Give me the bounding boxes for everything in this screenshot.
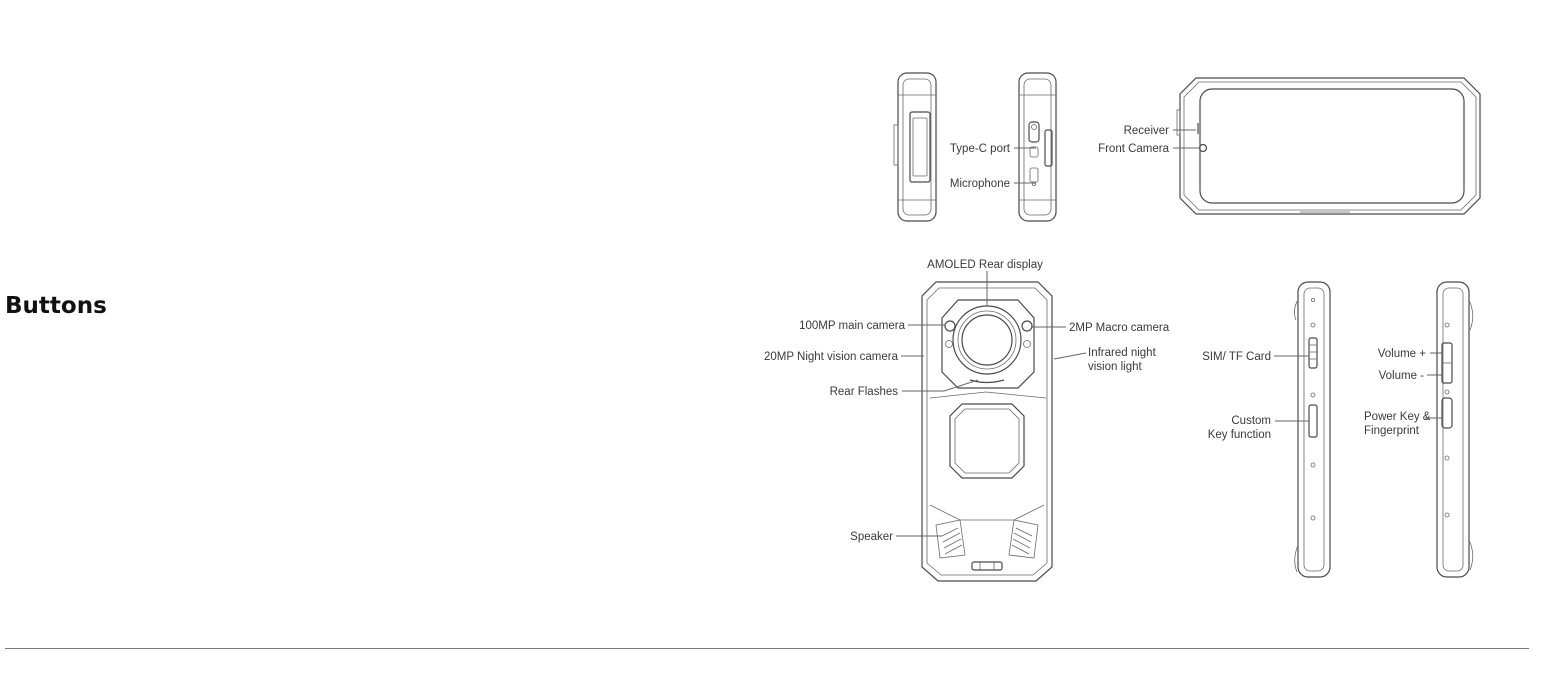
- phone-left-side-view: [1294, 282, 1330, 577]
- label-volume-down: Volume -: [1378, 370, 1424, 382]
- label-infrared-line1: Infrared night: [1088, 347, 1156, 359]
- label-volume-up: Volume +: [1377, 348, 1426, 360]
- label-amoled-rear-display: AMOLED Rear display: [927, 259, 1043, 271]
- section-title: Buttons: [5, 293, 107, 319]
- phone-bottom-side-view: [1019, 73, 1056, 221]
- label-infrared-line2: vision light: [1088, 361, 1142, 373]
- label-speaker: Speaker: [850, 531, 893, 543]
- label-custom-key-line1: Custom: [1231, 415, 1271, 427]
- section-divider: [5, 648, 1529, 649]
- label-night-vision-camera: 20MP Night vision camera: [763, 351, 898, 363]
- label-front-camera: Front Camera: [1098, 143, 1169, 155]
- phone-top-side-view: [894, 73, 936, 221]
- label-main-camera: 100MP main camera: [799, 320, 905, 332]
- label-power-key-line2: Fingerprint: [1364, 425, 1419, 437]
- label-microphone: Microphone: [949, 178, 1010, 190]
- label-receiver: Receiver: [1123, 125, 1169, 137]
- phone-right-side-view: [1437, 282, 1473, 577]
- label-sim-tf-card: SIM/ TF Card: [1202, 351, 1271, 363]
- label-type-c-port: Type-C port: [949, 143, 1010, 155]
- label-rear-flashes: Rear Flashes: [829, 386, 898, 398]
- label-custom-key-line2: Key function: [1207, 429, 1271, 441]
- label-power-key-line1: Power Key &: [1364, 411, 1431, 423]
- phone-front-view: [1177, 78, 1480, 214]
- label-macro-camera: 2MP Macro camera: [1069, 322, 1170, 334]
